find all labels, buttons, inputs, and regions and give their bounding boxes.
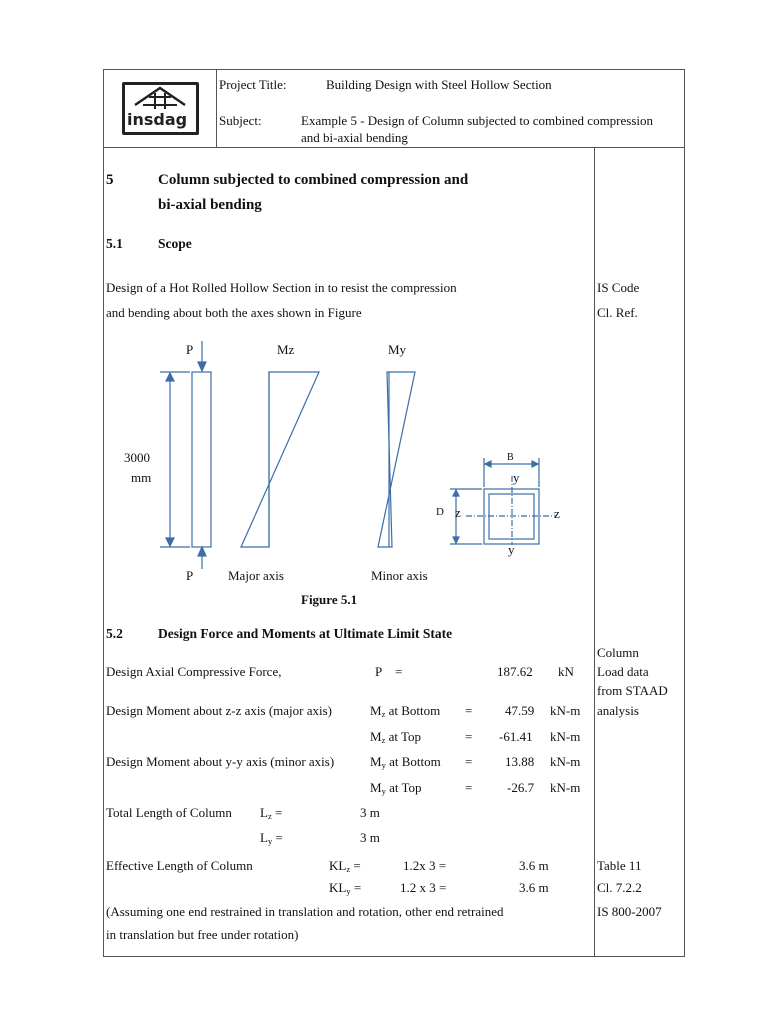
y-subscript: y xyxy=(346,886,351,896)
moment-z-label: Design Moment about z-z axis (major axis) xyxy=(106,703,332,718)
z-subscript: z xyxy=(346,864,351,874)
assumption-note-line-1: (Assuming one end restrained in translation and rotation, other end retrained xyxy=(106,904,504,919)
scope-text-line-2: and bending about both the axes shown in Figure xyxy=(106,305,362,320)
klz-calc: 1.2x 3 = xyxy=(403,858,447,873)
label-z-right: z xyxy=(554,506,560,521)
label-major-axis: Major axis xyxy=(228,568,284,583)
kly-value: 3.6 m xyxy=(519,880,549,895)
axial-force-equals: = xyxy=(395,664,403,679)
label-mz: Mz xyxy=(277,342,295,357)
y-subscript: y xyxy=(381,760,386,770)
label-d: D xyxy=(436,506,444,518)
m-letter: M xyxy=(370,754,382,769)
ref-load-data: Load data xyxy=(597,664,649,679)
total-length-label: Total Length of Column xyxy=(106,805,232,820)
mz-top-unit: kN-m xyxy=(550,729,581,744)
equals-sign: = xyxy=(274,805,283,820)
mz-top-equals: = xyxy=(465,729,473,744)
at-top-text: at Top xyxy=(388,729,422,744)
section-title-line-2: bi-axial bending xyxy=(158,197,262,213)
subject-line-1: Example 5 - Design of Column subjected to combined compression xyxy=(301,113,654,128)
axial-force-unit: kN xyxy=(558,664,574,679)
kl-letters: KL xyxy=(329,858,347,873)
section-title-line-1: Column subjected to combined compression and xyxy=(158,172,469,188)
scope-number: 5.1 xyxy=(106,236,123,251)
label-minor-axis: Minor axis xyxy=(371,568,428,583)
effective-length-label: Effective Length of Column xyxy=(106,858,253,873)
klz-value: 3.6 m xyxy=(519,858,549,873)
length-value: 3000 xyxy=(124,450,150,465)
my-top-unit: kN-m xyxy=(550,780,581,795)
load-p-top: P xyxy=(186,342,194,357)
assumption-note-line-2: in translation but free under rotation) xyxy=(106,927,299,942)
label-my: My xyxy=(388,342,407,357)
ref-table-11: Table 11 xyxy=(597,858,642,873)
axial-force-symbol: P xyxy=(375,664,383,679)
axial-force-value: 187.62 xyxy=(497,664,533,679)
my-bottom-unit: kN-m xyxy=(550,754,581,769)
my-top-symbol xyxy=(370,781,422,794)
at-bottom-text: at Bottom xyxy=(388,703,441,718)
ref-analysis: analysis xyxy=(597,703,639,718)
label-y-bottom: y xyxy=(508,542,515,557)
kly-symbol xyxy=(329,881,361,894)
design-title: Design Force and Moments at Ultimate Limit State xyxy=(158,626,453,641)
mz-top-symbol xyxy=(370,730,421,743)
section-number: 5 xyxy=(106,172,114,188)
label-y-top: y xyxy=(513,470,520,485)
equals-sign: = xyxy=(275,830,283,845)
kly-calc: 1.2 x 3 = xyxy=(400,880,447,895)
figure-caption: Figure 5.1 xyxy=(301,592,358,607)
y-subscript: y xyxy=(381,786,386,796)
my-top-value: -26.7 xyxy=(507,780,535,795)
ref-cl-722: Cl. 7.2.2 xyxy=(597,880,642,895)
klz-symbol xyxy=(329,859,361,872)
equals-sign: = xyxy=(353,880,362,895)
load-p-bottom: P xyxy=(186,568,194,583)
ly-symbol xyxy=(260,831,283,844)
mz-bottom-unit: kN-m xyxy=(550,703,581,718)
lz-value: 3 m xyxy=(360,805,380,820)
label-z-left: z xyxy=(455,505,461,520)
scope-text-line-1: Design of a Hot Rolled Hollow Section in to resist the compression xyxy=(106,280,457,295)
mz-bottom-equals: = xyxy=(465,703,473,718)
project-title-value: Building Design with Steel Hollow Section xyxy=(326,77,552,92)
my-top-equals: = xyxy=(465,780,473,795)
subject-label: Subject: xyxy=(219,113,262,128)
l-letter: L xyxy=(260,805,268,820)
at-top-text: at Top xyxy=(389,780,422,795)
project-title-label: Project Title: xyxy=(219,77,287,92)
y-subscript: y xyxy=(267,836,273,846)
ly-value: 3 m xyxy=(360,830,380,845)
l-letter: L xyxy=(260,830,268,845)
m-letter: M xyxy=(370,780,382,795)
design-number: 5.2 xyxy=(106,626,123,641)
at-bottom-text: at Bottom xyxy=(389,754,441,769)
moment-y-label: Design Moment about y-y axis (minor axis) xyxy=(106,754,335,769)
mz-bottom-symbol xyxy=(370,704,440,717)
axial-force-label: Design Axial Compressive Force, xyxy=(106,664,282,679)
kl-letters: KL xyxy=(329,880,347,895)
ref-is-code: IS Code xyxy=(597,280,640,295)
mz-bottom-value: 47.59 xyxy=(505,703,535,718)
scope-title: Scope xyxy=(158,236,192,251)
my-bottom-value: 13.88 xyxy=(505,754,535,769)
z-subscript: z xyxy=(381,709,386,719)
my-bottom-symbol xyxy=(370,755,441,768)
length-unit: mm xyxy=(131,470,152,485)
equals-sign: = xyxy=(353,858,361,873)
z-subscript: z xyxy=(381,735,386,745)
m-letter: M xyxy=(370,729,382,744)
ref-column: Column xyxy=(597,645,639,660)
m-letter: M xyxy=(370,703,382,718)
z-subscript: z xyxy=(267,811,272,821)
mz-top-value: -61.41 xyxy=(499,729,533,744)
label-b: B xyxy=(507,452,514,463)
ref-from-staad: from STAAD xyxy=(597,683,668,698)
ref-cl-ref: Cl. Ref. xyxy=(597,305,638,320)
logo-text: insdag xyxy=(127,110,188,129)
lz-symbol xyxy=(260,806,282,819)
subject-line-2: and bi-axial bending xyxy=(301,130,408,145)
ref-is-800: IS 800-2007 xyxy=(597,904,662,919)
my-bottom-equals: = xyxy=(465,754,473,769)
